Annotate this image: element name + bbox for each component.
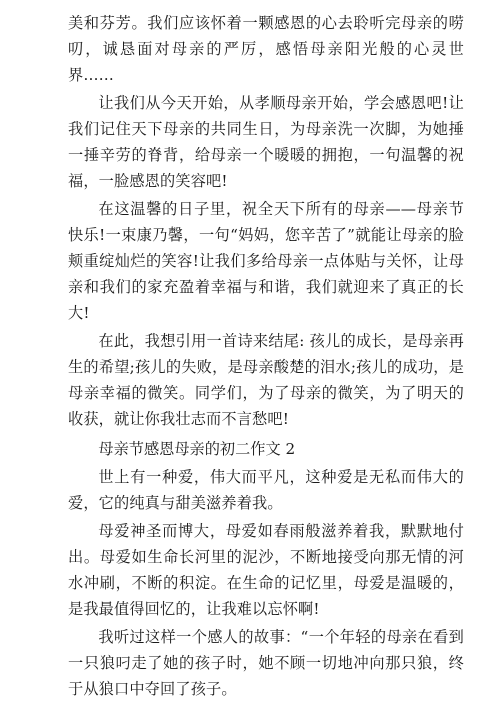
paragraph-5: 世上有一种爱，伟大而平凡，这种爱是无私而伟大的爱，它的纯真与甜美滋养着我。 — [68, 468, 464, 512]
paragraph-6: 母爱神圣而博大，母爱如春雨般滋养着我，默默地付出。母爱如生命长河里的泥沙，不断地接受向那无情的河水冲刷，不断的积淀。在生命的记忆里，母爱是温暖的，是我最值得回忆的，让我难以忘怀啊! — [68, 522, 464, 618]
section-heading: 母亲节感恩母亲的初二作文 2 — [98, 440, 296, 458]
paragraph-1: 美和芬芳。我们应该怀着一颗感恩的心去聆听完母亲的唠叨，诚恳面对母亲的严厉，感悟母亲阳光般的心灵世界…… — [68, 14, 464, 84]
paragraph-2: 让我们从今天开始，从孝顺母亲开始，学会感恩吧!让我们记住天下母亲的共同生日，为母亲洗一次脚，为她捶一捶辛劳的脊背，给母亲一个暖暖的拥抱，一句温馨的祝福，一脸感恩的笑容吧! — [68, 94, 464, 190]
paragraph-4: 在此，我想引用一首诗来结尾: 孩儿的成长，是母亲再生的希望;孩儿的失败，是母亲酸楚的泪水;孩儿的成功，是母亲幸福的微笑。同学们，为了母亲的微笑，为了明天的收获，就让你我壮志而不言愁吧! — [68, 332, 464, 428]
paragraph-3: 在这温馨的日子里，祝全天下所有的母亲——母亲节快乐!一束康乃馨，一句“妈妈，您辛苦了”就能让母亲的脸颊重绽灿烂的笑容!让我们多给母亲一点体贴与关怀，让母亲和我们的家充盈着幸福与和谐，我们就迎来了真正的长大! — [68, 200, 464, 322]
paragraph-7: 我听过这样一个感人的故事：“一个年轻的母亲在看到一只狼叼走了她的孩子时，她不顾一切地冲向那只狼，终于从狼口中夺回了孩子。 — [68, 628, 464, 698]
